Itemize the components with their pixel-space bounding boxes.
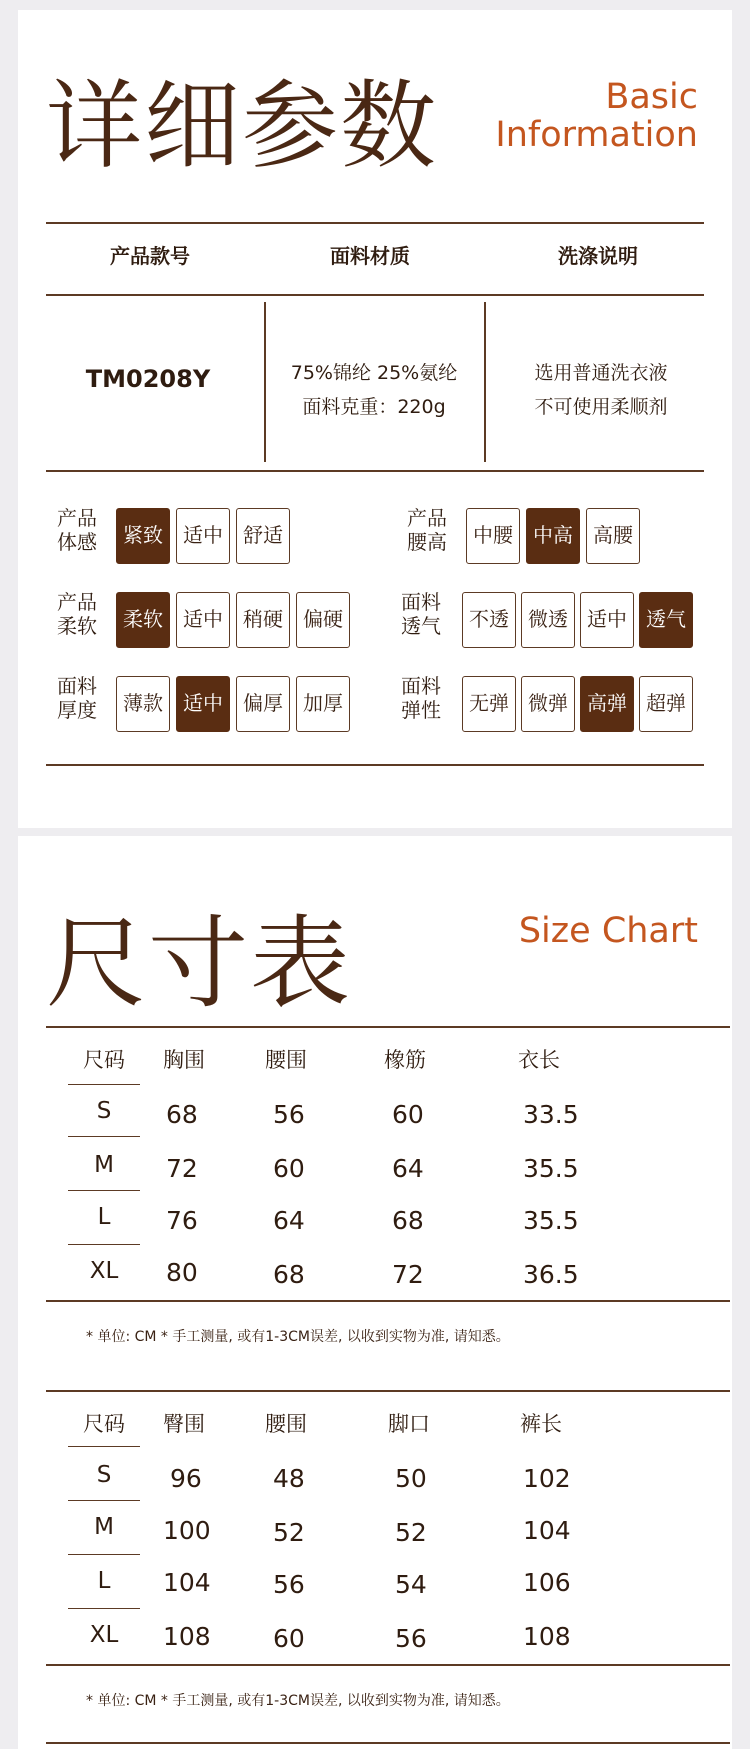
- en-title-line1: Basic: [605, 77, 698, 117]
- row-separator: [68, 1554, 140, 1555]
- header-model: 产品款号: [110, 244, 190, 268]
- table-row-size: S: [96, 1462, 112, 1488]
- table-row-size: M: [94, 1152, 114, 1178]
- basic-info-en-title: [495, 78, 698, 154]
- attr-option: 微透: [521, 592, 575, 648]
- table-cell: 60: [273, 1624, 305, 1653]
- attr-option: 舒适: [236, 508, 290, 564]
- table-header: 橡筋: [384, 1048, 426, 1072]
- table-cell: 52: [273, 1518, 305, 1547]
- attr-option: 偏厚: [236, 676, 290, 732]
- table-cell: 72: [166, 1154, 198, 1183]
- basic-info-card: [18, 10, 732, 828]
- en-title-line2: Information: [495, 115, 698, 155]
- table-row-size: XL: [89, 1622, 119, 1648]
- attr-option: 不透: [462, 592, 516, 648]
- attr-option: 偏硬: [296, 592, 350, 648]
- washing-line1: 选用普通洗衣液: [534, 362, 668, 384]
- attr-option: 紧致: [116, 508, 170, 564]
- attr-label: 产品 腰高: [407, 506, 447, 554]
- table-cell: 36.5: [523, 1260, 579, 1289]
- table-header: 腰围: [265, 1412, 307, 1436]
- fabric-weight: 面料克重：220g: [302, 396, 446, 418]
- attr-option: 适中: [176, 676, 230, 732]
- table-cell: 108: [163, 1622, 211, 1651]
- divider: [46, 1300, 730, 1302]
- table-cell: 35.5: [523, 1154, 579, 1183]
- table-cell: 54: [395, 1570, 427, 1599]
- divider: [46, 1664, 730, 1666]
- attr-option: 高弹: [580, 676, 634, 732]
- table-cell: 102: [523, 1464, 571, 1493]
- table-row-size: L: [97, 1204, 111, 1230]
- attr-option: 超弹: [639, 676, 693, 732]
- table-cell: 68: [166, 1100, 198, 1129]
- attr-option: 柔软: [116, 592, 170, 648]
- table-header: 腰围: [265, 1048, 307, 1072]
- attr-option: 透气: [639, 592, 693, 648]
- table-header: 裤长: [520, 1412, 562, 1436]
- table-cell: 56: [395, 1624, 427, 1653]
- divider: [484, 302, 486, 462]
- table-header: 衣长: [518, 1048, 560, 1072]
- attr-option: 微弹: [521, 676, 575, 732]
- table-cell: 100: [163, 1516, 211, 1545]
- table-cell: 56: [273, 1100, 305, 1129]
- table-cell: 106: [523, 1568, 571, 1597]
- attr-option: 中高: [526, 508, 580, 564]
- table-cell: 80: [166, 1258, 198, 1287]
- attr-label: 产品 柔软: [57, 590, 97, 638]
- attr-label: 面料 弹性: [401, 674, 441, 722]
- material-info: [274, 356, 474, 424]
- table-cell: 72: [392, 1260, 424, 1289]
- attr-option: 适中: [176, 508, 230, 564]
- table-header: 脚口: [388, 1412, 430, 1436]
- table-cell: 68: [273, 1260, 305, 1289]
- table-row-size: XL: [89, 1258, 119, 1284]
- measurement-note: * 单位: CM * 手工测量, 或有1-3CM误差, 以收到实物为准, 请知悉。: [86, 1329, 510, 1345]
- table-cell: 48: [273, 1464, 305, 1493]
- attr-label: 面料 透气: [401, 590, 441, 638]
- row-separator: [68, 1084, 140, 1085]
- attr-option: 适中: [176, 592, 230, 648]
- header-washing: 洗涤说明: [558, 244, 638, 268]
- header-material: 面料材质: [330, 244, 410, 268]
- table-row-size: S: [96, 1098, 112, 1124]
- table-row-size: M: [94, 1514, 114, 1540]
- table-header: 尺码: [83, 1048, 125, 1072]
- table-cell: 60: [273, 1154, 305, 1183]
- size-chart-en-title: Size Chart: [518, 911, 698, 951]
- size-chart-title: 尺寸表: [46, 905, 352, 1022]
- divider: [46, 470, 704, 472]
- table-cell: 68: [392, 1206, 424, 1235]
- table-cell: 35.5: [523, 1206, 579, 1235]
- table-cell: 56: [273, 1570, 305, 1599]
- row-separator: [68, 1500, 140, 1501]
- measurement-note: * 单位: CM * 手工测量, 或有1-3CM误差, 以收到实物为准, 请知悉。: [86, 1693, 510, 1709]
- table-cell: 60: [392, 1100, 424, 1129]
- basic-info-title: 详细参数: [46, 70, 438, 182]
- attr-option: 加厚: [296, 676, 350, 732]
- material-composition: 75%锦纶 25%氨纶: [290, 362, 458, 384]
- row-separator: [68, 1244, 140, 1245]
- attr-option: 薄款: [116, 676, 170, 732]
- table-cell: 108: [523, 1622, 571, 1651]
- divider: [46, 764, 704, 766]
- table-row-size: L: [97, 1568, 111, 1594]
- table-cell: 52: [395, 1518, 427, 1547]
- table-cell: 50: [395, 1464, 427, 1493]
- attr-option: 适中: [580, 592, 634, 648]
- divider: [46, 294, 704, 296]
- attr-option: 稍硬: [236, 592, 290, 648]
- attr-option: 高腰: [586, 508, 640, 564]
- divider: [264, 302, 266, 462]
- row-separator: [68, 1136, 140, 1137]
- table-header: 臀围: [163, 1412, 205, 1436]
- divider: [46, 222, 704, 224]
- table-header: 胸围: [163, 1048, 205, 1072]
- table-cell: 33.5: [523, 1100, 579, 1129]
- model-number: TM0208Y: [85, 365, 211, 393]
- row-separator: [68, 1446, 140, 1447]
- divider: [46, 1026, 730, 1028]
- row-separator: [68, 1608, 140, 1609]
- attr-label: 产品 体感: [57, 506, 97, 554]
- table-cell: 64: [392, 1154, 424, 1183]
- attr-label: 面料 厚度: [57, 674, 97, 722]
- table-cell: 104: [523, 1516, 571, 1545]
- attr-option: 中腰: [466, 508, 520, 564]
- row-separator: [68, 1190, 140, 1191]
- divider: [46, 1390, 730, 1392]
- size-chart-card: [18, 836, 732, 1749]
- table-cell: 76: [166, 1206, 198, 1235]
- table-cell: 104: [163, 1568, 211, 1597]
- table-cell: 64: [273, 1206, 305, 1235]
- washing-info: [496, 356, 706, 424]
- table-header: 尺码: [83, 1412, 125, 1436]
- washing-line2: 不可使用柔顺剂: [534, 396, 668, 418]
- divider: [46, 1742, 730, 1744]
- attr-option: 无弹: [462, 676, 516, 732]
- table-cell: 96: [170, 1464, 202, 1493]
